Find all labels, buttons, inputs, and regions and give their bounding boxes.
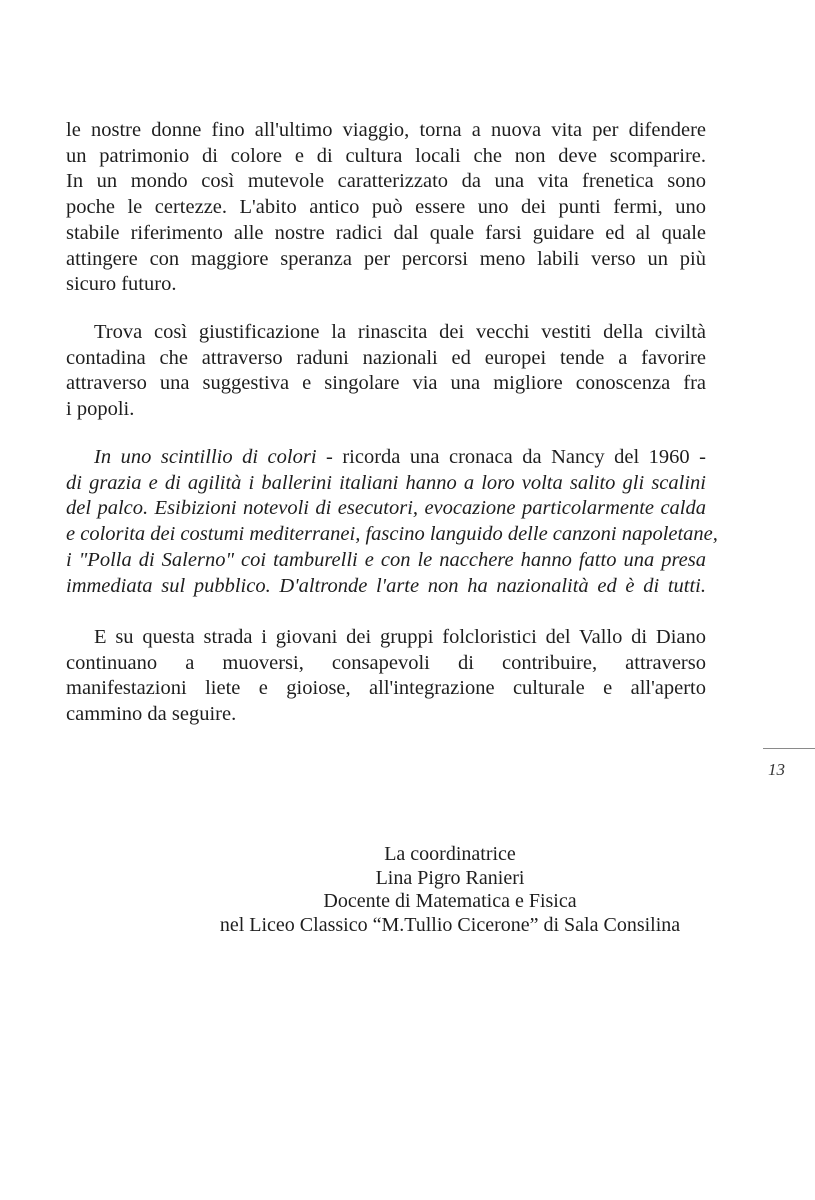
paragraph-4 (66, 625, 706, 728)
page-number: 13 (768, 760, 785, 779)
text-line: Trova così giustificazione la rinascita dei vecchi vestiti della civiltà (94, 321, 706, 343)
text-line: un patrimonio di colore e di cultura locali che non deve scomparire. (66, 144, 706, 167)
text-line: di grazia e di agilità i ballerini italiani hanno a loro volta salito gli scalini (66, 471, 706, 494)
quote-opening: In uno scintillio di colori (94, 446, 317, 468)
text-line: le nostre donne fino all'ultimo viaggio, torna a nuova vita per difendere (66, 119, 706, 141)
paragraph-2 (66, 320, 706, 423)
text-line: cammino da seguire. (66, 703, 237, 726)
page-number-rule (763, 748, 815, 749)
text-line: manifestazioni liete e gioiose, all'integrazione culturale e all'aperto (66, 677, 706, 700)
text-line: continuano a muoversi, consapevoli di contribuire, attraverso (66, 651, 706, 674)
text-line: E su questa strada i giovani dei gruppi folcloristici del Vallo di Diano (94, 626, 706, 648)
text-line: sicuro futuro. (66, 273, 177, 296)
paragraph-1 (66, 118, 706, 298)
text-line: i popoli. (66, 398, 135, 421)
text-line: attingere con maggiore speranza per percorsi meno labili verso un più (66, 247, 706, 270)
quote-attribution: - ricorda una cronaca da Nancy del 1960 - (316, 446, 706, 468)
text-line: poche le certezze. L'abito antico può essere uno dei punti fermi, uno (66, 196, 706, 219)
text-line: immediata sul pubblico. D'altronde l'arte non ha nazionalità ed è di tutti. (66, 574, 706, 597)
text-line: i "Polla di Salerno" coi tamburelli e con le nacchere hanno fatto una presa (66, 548, 706, 571)
text-line: contadina che attraverso raduni nazionali ed europei tende a favorire (66, 346, 706, 369)
text-line (66, 445, 706, 471)
text-line: In un mondo così mutevole caratterizzato da una vita frenetica sono (66, 170, 706, 193)
signature-name: Lina Pigro Ranieri (375, 866, 525, 889)
signature-block (190, 843, 710, 937)
text-line: e colorita dei costumi mediterranei, fascino languido delle canzoni napoletane, (66, 523, 718, 546)
signature-role: La coordinatrice (384, 843, 516, 865)
signature-position: Docente di Matematica e Fisica (323, 890, 577, 912)
text-line: del palco. Esibizioni notevoli di esecutori, evocazione particolarmente calda (66, 497, 706, 520)
text-line: attraverso una suggestiva e singolare via una migliore conoscenza fra (66, 372, 706, 395)
paragraph-3-quote (66, 445, 718, 599)
signature-institution: nel Liceo Classico “M.Tullio Cicerone” di Sala Consilina (219, 913, 681, 936)
text-line: stabile riferimento alle nostre radici dal quale farsi guidare ed al quale (66, 221, 706, 244)
